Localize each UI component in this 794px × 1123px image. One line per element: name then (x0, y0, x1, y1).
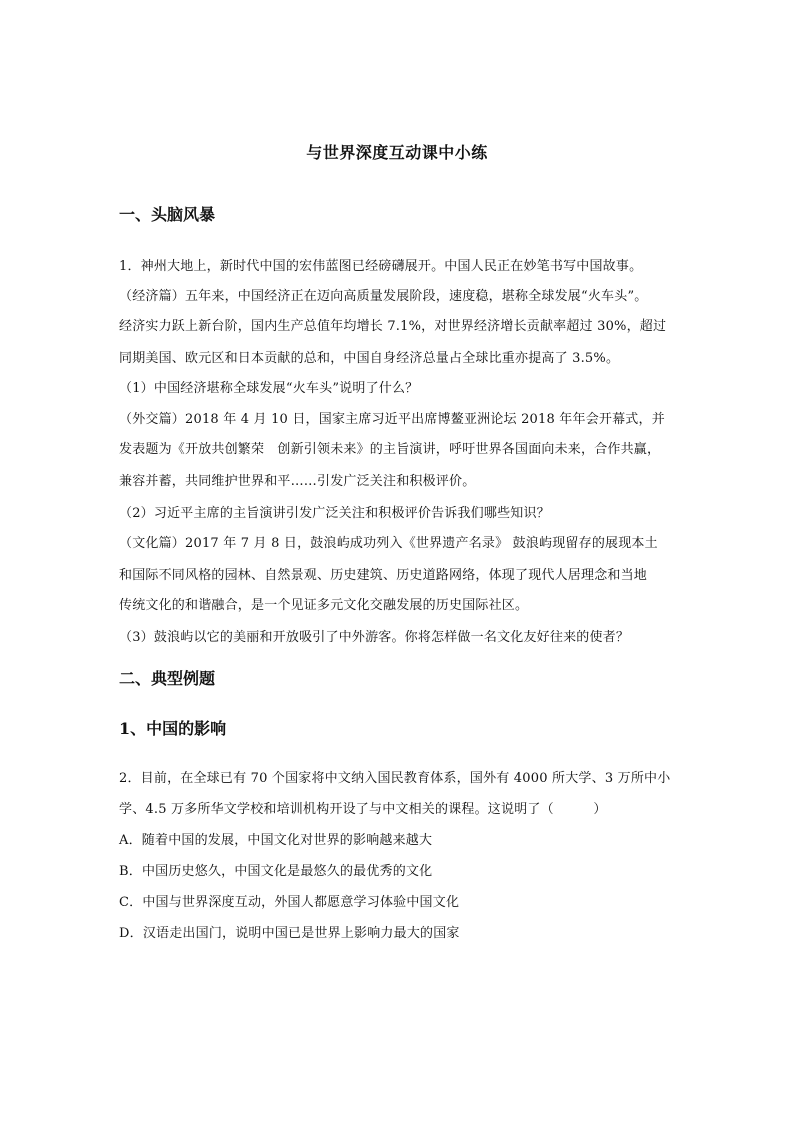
paragraph-line: 和国际不同风格的园林、自然景观、历史建筑、历史道路网络，体现了现代人居理念和当地 (119, 568, 648, 583)
paragraph-line: （文化篇）2017 年 7 月 8 日，鼓浪屿成功列入《世界遗产名录》 鼓浪屿现留存的展现本土 (119, 536, 658, 551)
paragraph-line: 同期美国、欧元区和日本贡献的总和，中国自身经济总量占全球比重亦提高了 3.5%。 (119, 351, 620, 366)
question-line: （3）鼓浪屿以它的美丽和开放吸引了中外游客。你将怎样做一名文化友好往来的使者？ (119, 630, 630, 645)
paragraph-line: 传统文化的和谐融合，是一个见证多元文化交融发展的历史国际社区。 (119, 598, 529, 613)
question-line: （1）中国经济堪称全球发展“火车头”说明了什么？ (119, 381, 419, 396)
document-title: 与世界深度互动课中小练 (306, 143, 488, 162)
option-d: D．汉语走出国门，说明中国已是世界上影响力最大的国家 (119, 926, 460, 941)
paragraph-line: 兼容并蓄，共同维护世界和平……引发广泛关注和积极评价。 (119, 474, 476, 489)
question-line: （2）习近平主席的主旨演讲引发广泛关注和积极评价告诉我们哪些知识？ (119, 506, 550, 521)
question-line: 2．目前，在全球已有 70 个国家将中文纳入国民教育体系，国外有 4000 所大学、3 万所中小 (119, 771, 671, 786)
paragraph-line: 经济实力跃上新台阶，国内生产总值年均增长 7.1%，对世界经济增长贡献率超过 30%，超过 (119, 319, 667, 334)
paragraph-line: 1．神州大地上，新时代中国的宏伟蓝图已经磅礴展开。中国人民正在妙笔书写中国故事。 (119, 259, 643, 274)
option-c: C．中国与世界深度互动，外国人都愿意学习体验中国文化 (119, 895, 460, 910)
section-heading-examples: 二、典型例题 (119, 669, 216, 688)
option-a: A．随着中国的发展，中国文化对世界的影响越来越大 (119, 833, 433, 848)
subsection-heading: 1、中国的影响 (119, 719, 227, 738)
option-b: B．中国历史悠久，中国文化是最悠久的最优秀的文化 (119, 864, 433, 879)
paragraph-line: （经济篇）五年来，中国经济正在迈向高质量发展阶段，速度稳，堪称全球发展“火车头”。 (119, 289, 648, 304)
paragraph-line: 发表题为《开放共创繁荣 创新引领未来》的主旨演讲，呼吁世界各国面向未来，合作共赢， (119, 442, 661, 457)
section-heading-brainstorm: 一、头脑风暴 (119, 205, 216, 224)
paragraph-line: （外交篇）2018 年 4 月 10 日，国家主席习近平出席博鳌亚洲论坛 2018 年年会开幕式，并 (119, 412, 665, 427)
question-line: 学、4.5 万多所华文学校和培训机构开设了与中文相关的课程。这说明了（ ） (119, 802, 607, 817)
